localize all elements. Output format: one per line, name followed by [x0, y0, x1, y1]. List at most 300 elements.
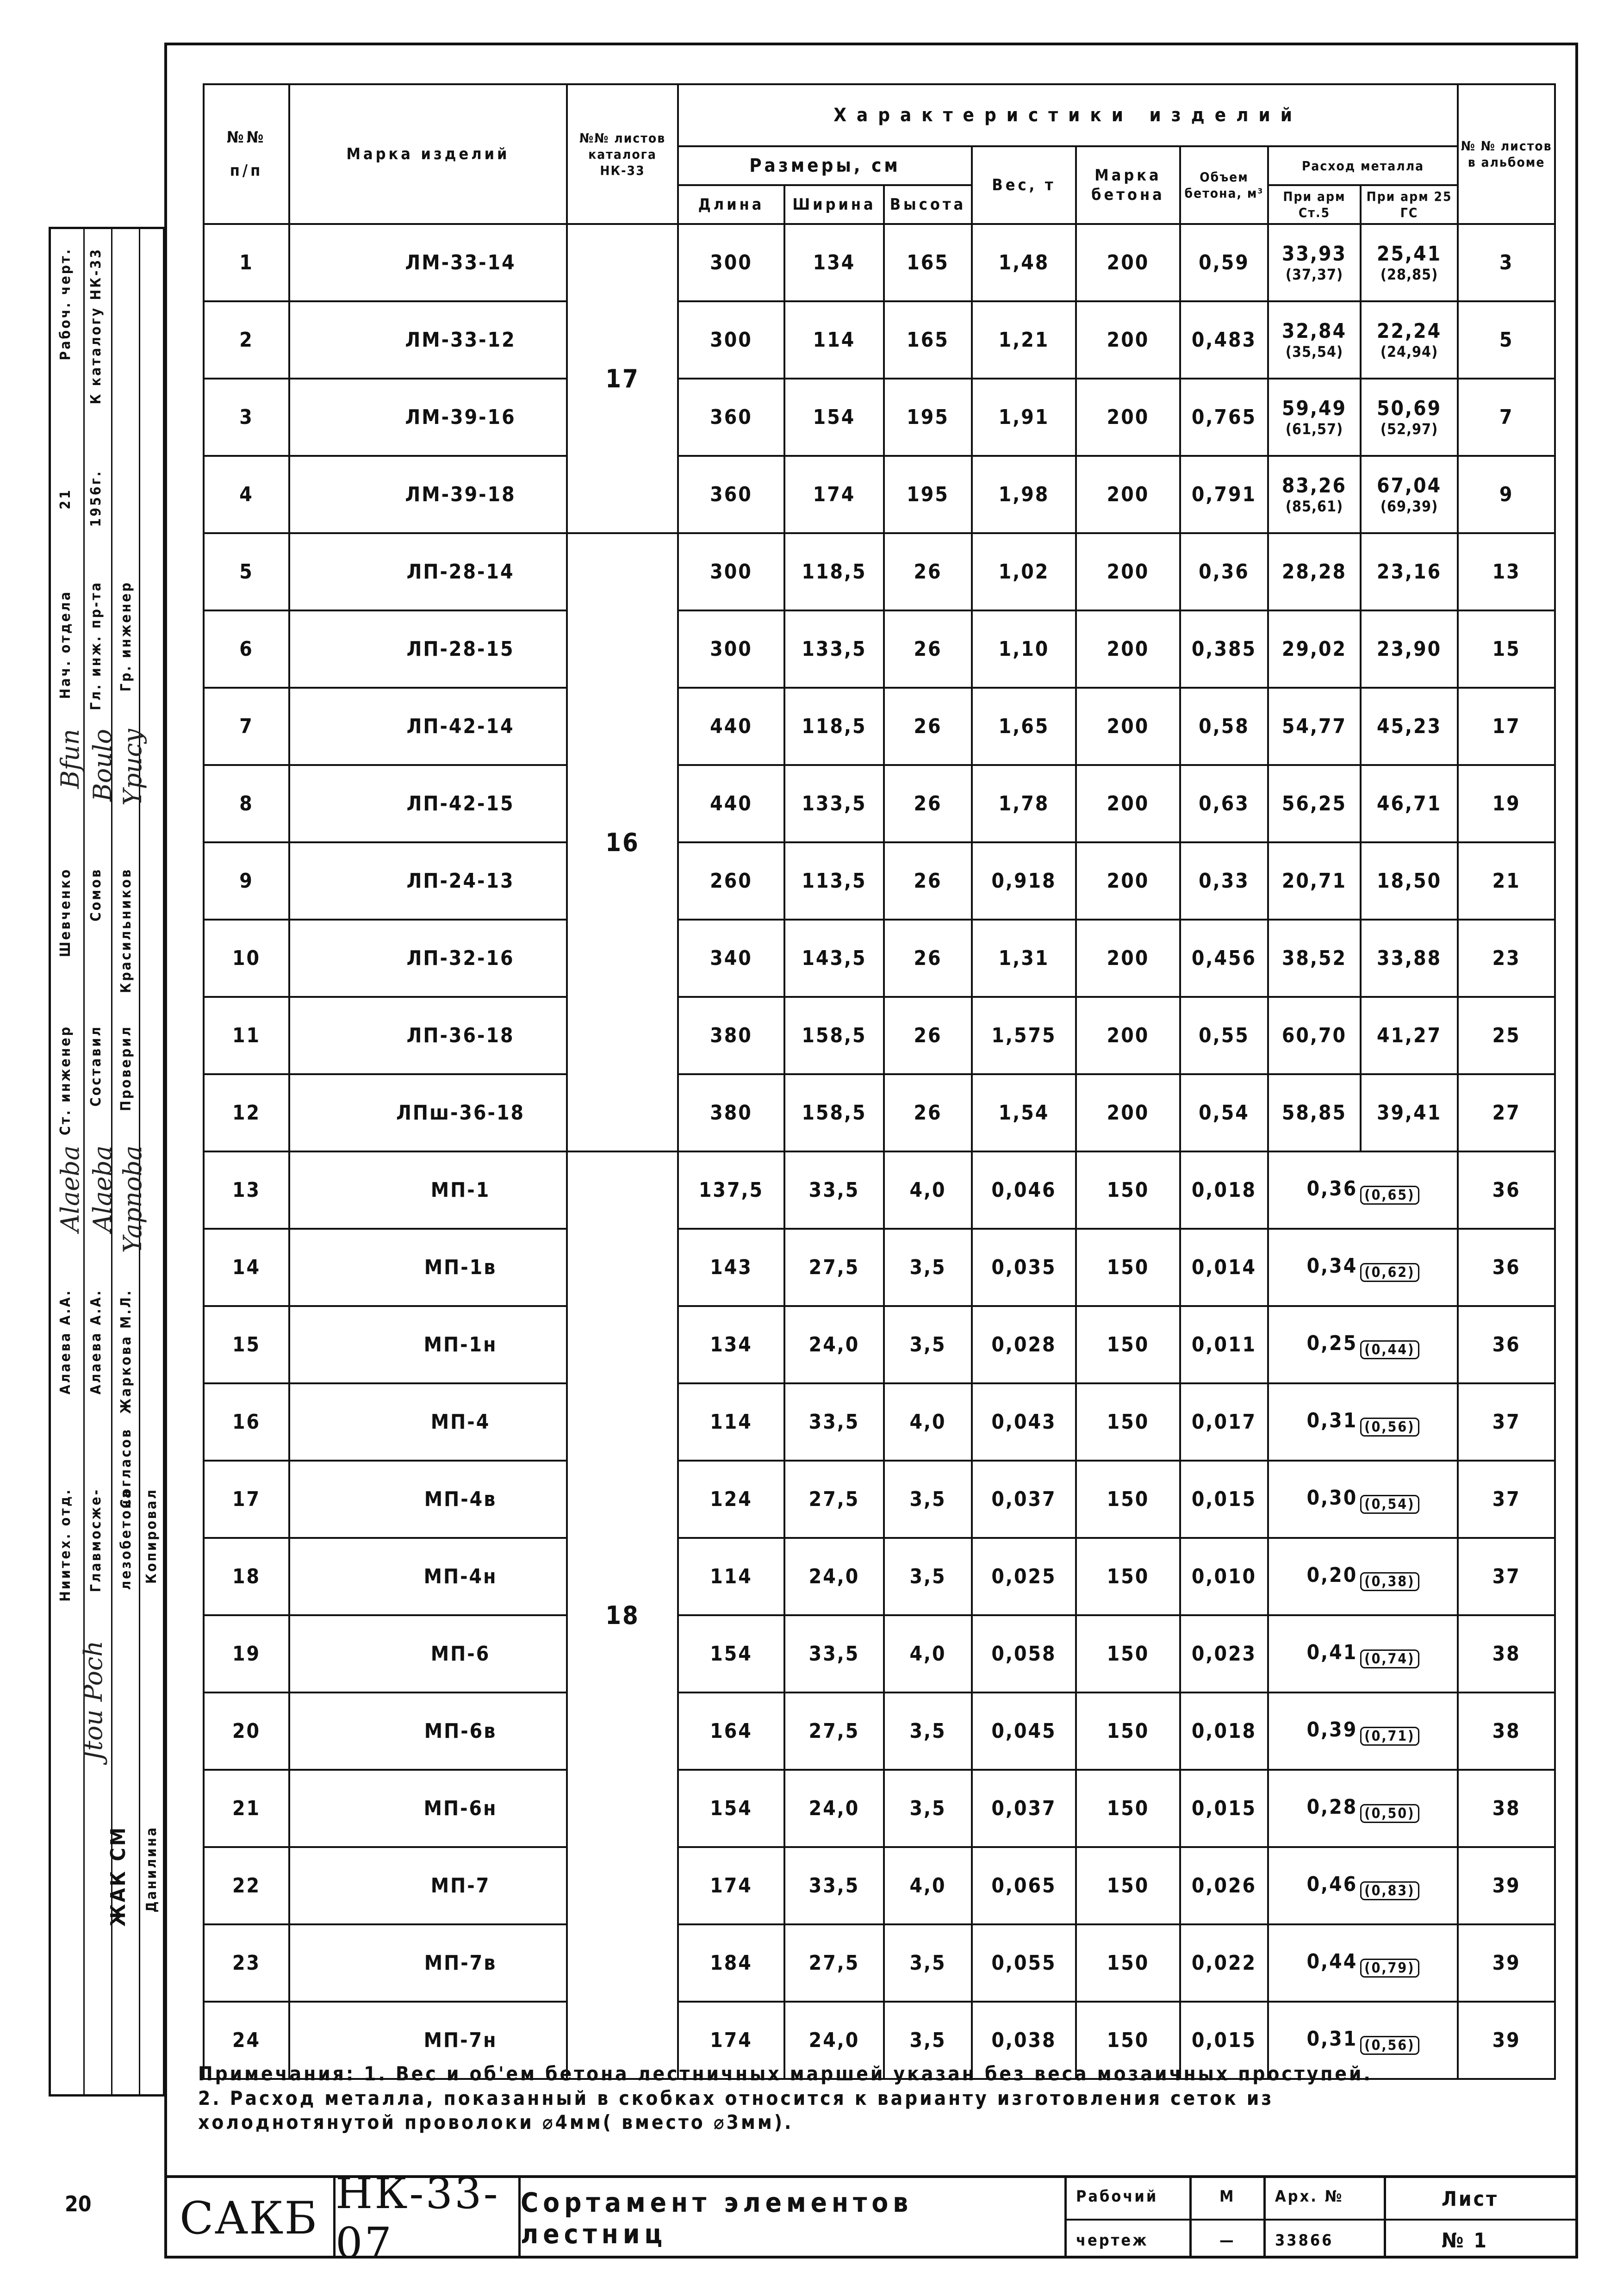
concrete-volume: 0,54: [1180, 1074, 1268, 1151]
products-table: [203, 83, 1556, 2080]
weight-value: 0,046: [972, 1151, 1076, 1229]
weight-value: 1,10: [972, 610, 1076, 688]
stamp-person: Алаева А.А.: [88, 1289, 104, 1395]
length-value: 360: [678, 456, 784, 533]
metal-value: 67,04: [1376, 474, 1442, 498]
concrete-volume: 0,017: [1180, 1383, 1268, 1461]
metal-value: 0,41: [1306, 1640, 1358, 1664]
album-sheet: 17: [1458, 688, 1555, 765]
header-no: №№ п/п: [204, 84, 289, 224]
product-mark: МП-1н: [289, 1306, 567, 1383]
metal-value: 45,23: [1376, 715, 1442, 738]
album-sheet: 5: [1458, 301, 1555, 379]
signature: Alaeba: [88, 1145, 117, 1232]
metal-alt-value: (52,97): [1380, 420, 1438, 438]
album-sheet: 37: [1458, 1538, 1555, 1615]
concrete-grade: 200: [1076, 379, 1180, 456]
product-mark: ЛП-42-14: [289, 688, 567, 765]
header-height: Высота: [884, 185, 972, 224]
height-value: 3,5: [884, 1461, 972, 1538]
metal-consumption: [1268, 842, 1361, 920]
row-number: 22: [204, 1847, 289, 1924]
length-value: 134: [678, 1306, 784, 1383]
width-value: 27,5: [784, 1229, 884, 1306]
metal-consumption: [1361, 224, 1458, 301]
concrete-grade: 150: [1076, 1615, 1180, 1692]
stamp-compiled: Составил: [88, 1025, 104, 1107]
title-block: [164, 2169, 1578, 2268]
concrete-volume: 0,483: [1180, 301, 1268, 379]
weight-value: 0,028: [972, 1306, 1076, 1383]
stamp-niitex: Ниитех. отд.: [57, 1488, 74, 1602]
width-value: 24,0: [784, 1306, 884, 1383]
album-sheet: 3: [1458, 224, 1555, 301]
width-value: 143,5: [784, 920, 884, 997]
row-number: 10: [204, 920, 289, 997]
concrete-volume: 0,55: [1180, 997, 1268, 1074]
product-mark: МП-7н: [289, 2002, 567, 2079]
length-value: 440: [678, 765, 784, 842]
metal-value: 0,30: [1306, 1486, 1358, 1510]
row-number: 23: [204, 1924, 289, 2002]
concrete-volume: 0,010: [1180, 1538, 1268, 1615]
metal-alt-value: (0,44): [1360, 1340, 1419, 1359]
height-value: 4,0: [884, 1151, 972, 1229]
height-value: 3,5: [884, 1538, 972, 1615]
metal-alt-value: (0,56): [1360, 1418, 1419, 1437]
header-characteristics: Характеристики изделий: [678, 84, 1458, 146]
metal-value: 22,24: [1376, 319, 1442, 343]
album-sheet: 25: [1458, 997, 1555, 1074]
metal-value: 28,28: [1281, 560, 1347, 584]
width-value: 133,5: [784, 610, 884, 688]
height-value: 3,5: [884, 2002, 972, 2079]
metal-alt-value: (0,74): [1360, 1649, 1419, 1668]
stamp-work-drawing: Рабоч. черт.: [57, 248, 74, 361]
table-row: [204, 1461, 1555, 1538]
metal-value: 0,44: [1306, 1949, 1358, 1973]
length-value: 184: [678, 1924, 784, 2002]
row-number: 4: [204, 456, 289, 533]
concrete-grade: 200: [1076, 765, 1180, 842]
org-name: САКБ: [164, 2178, 336, 2259]
height-value: 26: [884, 610, 972, 688]
signature: Boulo: [88, 729, 117, 802]
metal-value: 0,36: [1306, 1176, 1358, 1201]
product-mark: МП-4в: [289, 1461, 567, 1538]
length-value: 300: [678, 301, 784, 379]
metal-alt-value: (0,54): [1360, 1495, 1419, 1514]
metal-consumption: [1268, 1924, 1458, 2002]
weight-value: 0,918: [972, 842, 1076, 920]
height-value: 4,0: [884, 1615, 972, 1692]
row-number: 13: [204, 1151, 289, 1229]
product-mark: МП-6в: [289, 1692, 567, 1770]
metal-consumption: [1361, 997, 1458, 1074]
metal-value: 41,27: [1376, 1024, 1442, 1047]
metal-alt-value: (0,38): [1360, 1572, 1419, 1591]
length-value: 360: [678, 379, 784, 456]
stamp-zhak: ЖАК СМ: [106, 1826, 130, 1927]
stamp-senior-eng: Ст. инженер: [57, 1025, 74, 1136]
height-value: 26: [884, 533, 972, 610]
concrete-volume: 0,022: [1180, 1924, 1268, 2002]
height-value: 4,0: [884, 1847, 972, 1924]
metal-consumption: [1361, 456, 1458, 533]
row-number: 24: [204, 2002, 289, 2079]
width-value: 174: [784, 456, 884, 533]
work-drawing-cell: Рабочий чертеж: [1067, 2178, 1192, 2259]
length-value: 137,5: [678, 1151, 784, 1229]
product-mark: ЛП-28-14: [289, 533, 567, 610]
table-row: [204, 1538, 1555, 1615]
concrete-grade: 150: [1076, 1770, 1180, 1847]
width-value: 118,5: [784, 533, 884, 610]
concrete-volume: 0,63: [1180, 765, 1268, 842]
stamp-group-eng: Гр. инженер: [118, 581, 134, 692]
album-sheet: 36: [1458, 1306, 1555, 1383]
archive-cell: Арх. № 33866: [1266, 2178, 1386, 2259]
length-value: 340: [678, 920, 784, 997]
weight-value: 0,043: [972, 1383, 1076, 1461]
metal-consumption: [1268, 1306, 1458, 1383]
concrete-grade: 200: [1076, 688, 1180, 765]
table-row: [204, 379, 1555, 456]
album-sheet: 39: [1458, 1847, 1555, 1924]
notes: [198, 2062, 1568, 2135]
concrete-grade: 150: [1076, 1538, 1180, 1615]
height-value: 4,0: [884, 1383, 972, 1461]
height-value: 3,5: [884, 1229, 972, 1306]
height-value: 195: [884, 379, 972, 456]
metal-consumption: [1268, 610, 1361, 688]
catalog-sheet-group: 18: [567, 1151, 678, 2079]
table-row: [204, 1229, 1555, 1306]
width-value: 134: [784, 224, 884, 301]
concrete-volume: 0,014: [1180, 1229, 1268, 1306]
concrete-grade: 200: [1076, 533, 1180, 610]
width-value: 33,5: [784, 1383, 884, 1461]
header-dimensions: Размеры, см: [678, 146, 972, 185]
product-mark: МП-4: [289, 1383, 567, 1461]
metal-consumption: [1268, 301, 1361, 379]
weight-value: 1,31: [972, 920, 1076, 997]
metal-consumption: [1268, 1461, 1458, 1538]
metal-value: 38,52: [1281, 946, 1347, 970]
concrete-grade: 150: [1076, 1847, 1180, 1924]
album-sheet: 39: [1458, 2002, 1555, 2079]
weight-value: 0,055: [972, 1924, 1076, 2002]
width-value: 158,5: [784, 997, 884, 1074]
metal-value: 25,41: [1376, 242, 1442, 266]
height-value: 195: [884, 456, 972, 533]
metal-consumption: [1361, 610, 1458, 688]
metal-consumption: [1268, 456, 1361, 533]
width-value: 118,5: [784, 688, 884, 765]
metal-value: 32,84: [1281, 319, 1347, 343]
album-sheet: 38: [1458, 1692, 1555, 1770]
metal-consumption: [1361, 1074, 1458, 1151]
width-value: 27,5: [784, 1461, 884, 1538]
length-value: 154: [678, 1770, 784, 1847]
table-row: [204, 533, 1555, 610]
concrete-volume: 0,456: [1180, 920, 1268, 997]
weight-value: 0,058: [972, 1615, 1076, 1692]
album-sheet: 36: [1458, 1229, 1555, 1306]
stamp-person: Алаева А.А.: [57, 1289, 74, 1395]
signature: Yapnoba: [118, 1145, 147, 1253]
metal-consumption: [1268, 1151, 1458, 1229]
stamp-person: Сомов: [88, 868, 104, 922]
row-number: 19: [204, 1615, 289, 1692]
length-value: 124: [678, 1461, 784, 1538]
metal-value: 39,41: [1376, 1101, 1442, 1125]
concrete-grade: 200: [1076, 1074, 1180, 1151]
catalog-sheet-group: 17: [567, 224, 678, 533]
weight-value: 1,54: [972, 1074, 1076, 1151]
metal-consumption: [1268, 765, 1361, 842]
product-mark: МП-6н: [289, 1770, 567, 1847]
metal-alt-value: (28,85): [1380, 266, 1438, 283]
stamp-agreed: Согласов: [118, 1428, 134, 1509]
weight-value: 1,98: [972, 456, 1076, 533]
header-mark: Марка изделий: [289, 84, 567, 224]
metal-consumption: [1268, 1615, 1458, 1692]
width-value: 113,5: [784, 842, 884, 920]
concrete-volume: 0,33: [1180, 842, 1268, 920]
width-value: 33,5: [784, 1151, 884, 1229]
note-line: 2. Расход металла, показанный в скобках относится к варианту изготовления сеток из: [198, 2086, 1274, 2109]
weight-value: 0,065: [972, 1847, 1076, 1924]
album-sheet: 39: [1458, 1924, 1555, 2002]
concrete-volume: 0,59: [1180, 224, 1268, 301]
metal-consumption: [1361, 379, 1458, 456]
product-mark: ЛП-24-13: [289, 842, 567, 920]
height-value: 3,5: [884, 1770, 972, 1847]
product-mark: ЛМ-39-16: [289, 379, 567, 456]
width-value: 27,5: [784, 1692, 884, 1770]
concrete-grade: 200: [1076, 842, 1180, 920]
metal-value: 33,93: [1281, 242, 1347, 266]
metal-consumption: [1268, 997, 1361, 1074]
height-value: 26: [884, 765, 972, 842]
table-row: [204, 920, 1555, 997]
table-row: [204, 1770, 1555, 1847]
metal-consumption: [1361, 301, 1458, 379]
weight-value: 1,65: [972, 688, 1076, 765]
weight-value: 0,035: [972, 1229, 1076, 1306]
table-row: [204, 1306, 1555, 1383]
stamp-catalog: К каталогу НК-33: [88, 248, 104, 404]
metal-consumption: [1268, 688, 1361, 765]
metal-value: 50,69: [1376, 397, 1442, 420]
metal-consumption: [1361, 920, 1458, 997]
metal-consumption: [1361, 688, 1458, 765]
concrete-volume: 0,765: [1180, 379, 1268, 456]
length-value: 164: [678, 1692, 784, 1770]
length-value: 380: [678, 997, 784, 1074]
metal-consumption: [1268, 1538, 1458, 1615]
album-sheet: 38: [1458, 1615, 1555, 1692]
catalog-sheet-group: 16: [567, 533, 678, 1151]
concrete-volume: 0,385: [1180, 610, 1268, 688]
product-mark: ЛП-28-15: [289, 610, 567, 688]
approval-stamp: [49, 227, 165, 2097]
weight-value: 0,037: [972, 1770, 1076, 1847]
metal-alt-value: (35,54): [1285, 343, 1343, 361]
metal-value: 60,70: [1281, 1024, 1347, 1047]
scale-cell: М —: [1192, 2178, 1266, 2259]
table-row: [204, 688, 1555, 765]
header-volume: Объем бетона, м³: [1180, 146, 1268, 224]
header-concrete: Марка бетона: [1076, 146, 1180, 224]
product-mark: МП-6: [289, 1615, 567, 1692]
weight-value: 1,21: [972, 301, 1076, 379]
table-row: [204, 301, 1555, 379]
row-number: 2: [204, 301, 289, 379]
table-row: [204, 610, 1555, 688]
note-line: Примечания: 1. Вес и об'ем бетона лестничных маршей указан без веса мозаичных проступей.: [198, 2062, 1373, 2085]
row-number: 20: [204, 1692, 289, 1770]
album-sheet: 38: [1458, 1770, 1555, 1847]
concrete-grade: 150: [1076, 1151, 1180, 1229]
metal-consumption: [1361, 765, 1458, 842]
header-metal: Расход металла: [1268, 146, 1458, 185]
metal-alt-value: (0,56): [1360, 2036, 1419, 2055]
product-mark: ЛМ-39-18: [289, 456, 567, 533]
weight-value: 1,02: [972, 533, 1076, 610]
metal-value: 29,02: [1281, 637, 1347, 661]
metal-consumption: [1268, 1229, 1458, 1306]
metal-value: 23,16: [1376, 560, 1442, 584]
stamp-num: 21: [57, 488, 74, 510]
product-mark: ЛП-36-18: [289, 997, 567, 1074]
metal-alt-value: (85,61): [1285, 498, 1343, 515]
metal-alt-value: (0,50): [1360, 1804, 1419, 1823]
metal-consumption: [1268, 1692, 1458, 1770]
length-value: 154: [678, 1615, 784, 1692]
album-sheet: 15: [1458, 610, 1555, 688]
stamp-dept-head: Нач. отдела: [57, 590, 74, 699]
concrete-volume: 0,018: [1180, 1692, 1268, 1770]
concrete-volume: 0,015: [1180, 2002, 1268, 2079]
metal-consumption: [1268, 1383, 1458, 1461]
width-value: 24,0: [784, 1770, 884, 1847]
stamp-person: Шевченко: [57, 868, 74, 958]
height-value: 165: [884, 301, 972, 379]
album-sheet: 27: [1458, 1074, 1555, 1151]
concrete-grade: 150: [1076, 1306, 1180, 1383]
length-value: 174: [678, 2002, 784, 2079]
weight-value: 1,48: [972, 224, 1076, 301]
header-metal-25gs: При арм 25 ГС: [1361, 185, 1458, 224]
concrete-volume: 0,011: [1180, 1306, 1268, 1383]
height-value: 26: [884, 688, 972, 765]
metal-consumption: [1268, 1847, 1458, 1924]
table-row: [204, 765, 1555, 842]
metal-value: 54,77: [1281, 715, 1347, 738]
metal-alt-value: (24,94): [1380, 343, 1438, 361]
product-mark: ЛМ-33-14: [289, 224, 567, 301]
product-mark: ЛМ-33-12: [289, 301, 567, 379]
metal-consumption: [1268, 533, 1361, 610]
row-number: 5: [204, 533, 289, 610]
product-mark: МП-4н: [289, 1538, 567, 1615]
metal-value: 0,46: [1306, 1872, 1358, 1896]
length-value: 114: [678, 1538, 784, 1615]
stamp-year: 1956г.: [88, 470, 104, 527]
row-number: 14: [204, 1229, 289, 1306]
metal-consumption: [1361, 842, 1458, 920]
length-value: 380: [678, 1074, 784, 1151]
metal-value: 0,34: [1306, 1254, 1358, 1278]
product-mark: ЛП-42-15: [289, 765, 567, 842]
width-value: 133,5: [784, 765, 884, 842]
row-number: 17: [204, 1461, 289, 1538]
header-album-sheets: № № листов в альбоме: [1458, 84, 1555, 224]
height-value: 26: [884, 920, 972, 997]
concrete-grade: 150: [1076, 1383, 1180, 1461]
concrete-grade: 150: [1076, 1461, 1180, 1538]
header-width: Ширина: [784, 185, 884, 224]
row-number: 7: [204, 688, 289, 765]
signature: Bfun: [56, 729, 85, 789]
width-value: 24,0: [784, 2002, 884, 2079]
concrete-grade: 200: [1076, 610, 1180, 688]
row-number: 18: [204, 1538, 289, 1615]
album-sheet: 21: [1458, 842, 1555, 920]
height-value: 3,5: [884, 1306, 972, 1383]
length-value: 300: [678, 610, 784, 688]
length-value: 260: [678, 842, 784, 920]
signature: Alaeba: [56, 1145, 85, 1232]
metal-consumption: [1268, 920, 1361, 997]
table-row: [204, 1615, 1555, 1692]
length-value: 174: [678, 1847, 784, 1924]
header-sheets: №№ листов каталога НК-33: [567, 84, 678, 224]
length-value: 440: [678, 688, 784, 765]
concrete-grade: 200: [1076, 224, 1180, 301]
concrete-grade: 200: [1076, 997, 1180, 1074]
metal-value: 0,20: [1306, 1563, 1358, 1587]
metal-value: 20,71: [1281, 869, 1347, 893]
stamp-lezobeton: лезобетона: [118, 1488, 134, 1590]
concrete-volume: 0,36: [1180, 533, 1268, 610]
weight-value: 0,025: [972, 1538, 1076, 1615]
stamp-chief-eng: Гл. инж. пр-та: [88, 581, 104, 710]
weight-value: 1,575: [972, 997, 1076, 1074]
concrete-grade: 200: [1076, 456, 1180, 533]
weight-value: 0,037: [972, 1461, 1076, 1538]
metal-value: 0,31: [1306, 1408, 1358, 1432]
page-mark: 20: [65, 2191, 92, 2216]
length-value: 114: [678, 1383, 784, 1461]
height-value: 26: [884, 1074, 972, 1151]
metal-value: 0,28: [1306, 1795, 1358, 1819]
concrete-grade: 150: [1076, 2002, 1180, 2079]
metal-alt-value: (0,62): [1360, 1263, 1419, 1282]
weight-value: 1,78: [972, 765, 1076, 842]
product-mark: МП-1в: [289, 1229, 567, 1306]
metal-value: 23,90: [1376, 637, 1442, 661]
metal-consumption: [1268, 1770, 1458, 1847]
metal-alt-value: (0,79): [1360, 1959, 1419, 1978]
width-value: 33,5: [784, 1847, 884, 1924]
width-value: 114: [784, 301, 884, 379]
width-value: 27,5: [784, 1924, 884, 2002]
album-sheet: 19: [1458, 765, 1555, 842]
stamp-glavmos: Главмосже-: [88, 1488, 104, 1593]
